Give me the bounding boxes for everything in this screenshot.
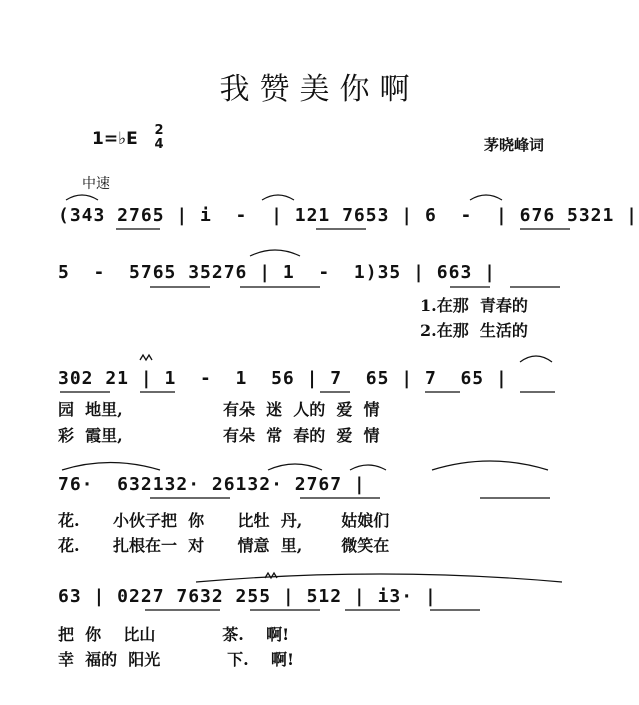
time-signature-top: 2 [154,123,164,138]
slur [196,574,562,582]
notation-row-2: 5 - 5765 35276 | 1 - 1)35 | 663 | [58,262,496,283]
slur [520,356,552,362]
lyric-row-3-verse-2: 彩 霞里, 有朵 常 春的 爱 情 [58,426,380,445]
slur [268,464,322,470]
lyric-row-5-verse-2: 幸 福的 阳光 下. 啊! [58,650,295,669]
song-title: 我赞美你啊 [219,72,420,107]
triplet-slur [250,250,300,256]
lyricist-credit: 茅晓峰词 [484,136,545,154]
notation-row-3: 302 21 | 1 - 1 56 | 7 65 | 7 65 | [58,368,508,389]
tempo-marking: 中速 [82,176,110,192]
accent-mark [140,355,152,360]
lyric-row-5-verse-1: 把 你 比山 茶. 啊! [58,625,290,644]
notation-row-1: (343 2765 | i - | 121 7653 | 6 - | 676 5321 | [58,205,639,226]
time-signature-bottom: 4 [154,137,164,152]
lyric-row-3-verse-1: 园 地里, 有朵 迷 人的 爱 情 [58,400,380,419]
slur [350,465,386,470]
slur [432,461,548,470]
lyric-row-2-verse-2: 2.在那 生活的 [420,321,528,340]
lyric-row-2-verse-1: 1.在那 青春的 [420,296,528,315]
lyric-row-4-verse-1: 花. 小伙子把 你 比牡 丹, 姑娘们 [58,511,390,530]
triplet-slur [262,195,294,200]
lyric-row-4-verse-2: 花. 扎根在一 对 情意 里, 微笑在 [58,536,390,555]
key-signature: 1=♭E [92,129,138,149]
notation-row-5: 63 | 0227 7632 255 | 512 | i3· | [58,586,437,607]
triplet-slur [470,195,502,200]
notation-row-4: 76· 632132· 26132· 2767 | [58,474,366,495]
triplet-slur [66,195,98,200]
slur [62,463,160,471]
